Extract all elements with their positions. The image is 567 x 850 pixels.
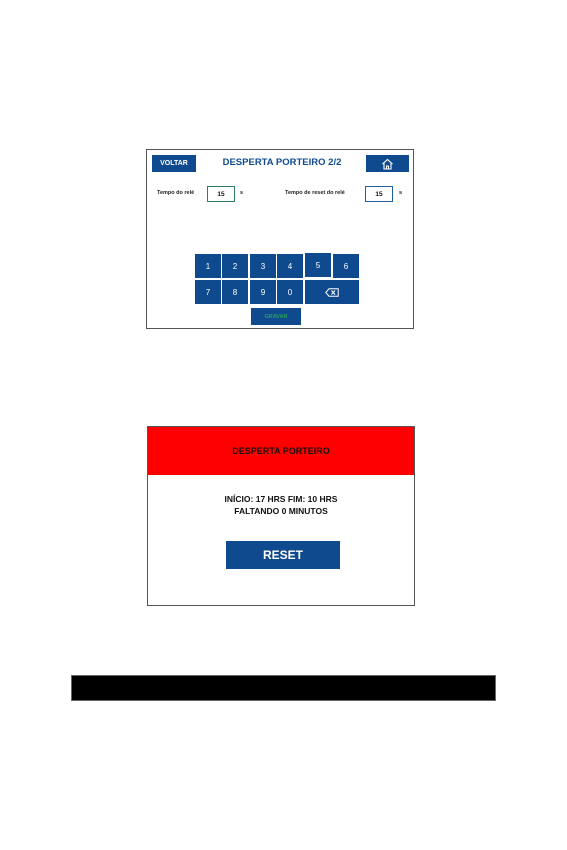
reset-time-field[interactable]: 15 [365,186,393,202]
backspace-icon [325,288,339,297]
reset-time-unit: s [399,190,403,196]
key-9[interactable]: 9 [250,280,276,304]
home-icon [381,158,394,170]
desperta-porteiro-alert-screen [147,426,415,606]
relay-time-unit: s [240,190,244,196]
alert-header: DESPERTA PORTEIRO [148,427,414,475]
relay-time-field[interactable]: 15 [207,186,235,202]
reset-button[interactable]: RESET [226,541,340,569]
key-8[interactable]: 8 [222,280,248,304]
key-4[interactable]: 4 [277,254,303,278]
key-5[interactable]: 5 [305,253,331,277]
key-6[interactable]: 6 [333,254,359,278]
save-button[interactable]: GRAVAR [251,308,301,325]
desperta-porteiro-config-screen [146,149,414,329]
backspace-key[interactable] [305,280,359,304]
remaining-time-text: FALTANDO 0 MINUTOS [234,506,328,516]
key-0[interactable]: 0 [277,280,303,304]
key-1[interactable]: 1 [195,254,221,278]
relay-time-label: Tempo do relé [157,190,195,196]
key-7[interactable]: 7 [195,280,221,304]
back-button[interactable]: VOLTAR [152,155,196,172]
schedule-text: INÍCIO: 17 HRS FIM: 10 HRS [224,494,338,504]
screen-title: DESPERTA PORTEIRO 2/2 [222,157,342,168]
home-button[interactable] [366,155,409,172]
black-bar [71,675,496,701]
key-2[interactable]: 2 [222,254,248,278]
key-3[interactable]: 3 [250,254,276,278]
reset-time-label: Tempo de reset do relé [285,190,345,196]
